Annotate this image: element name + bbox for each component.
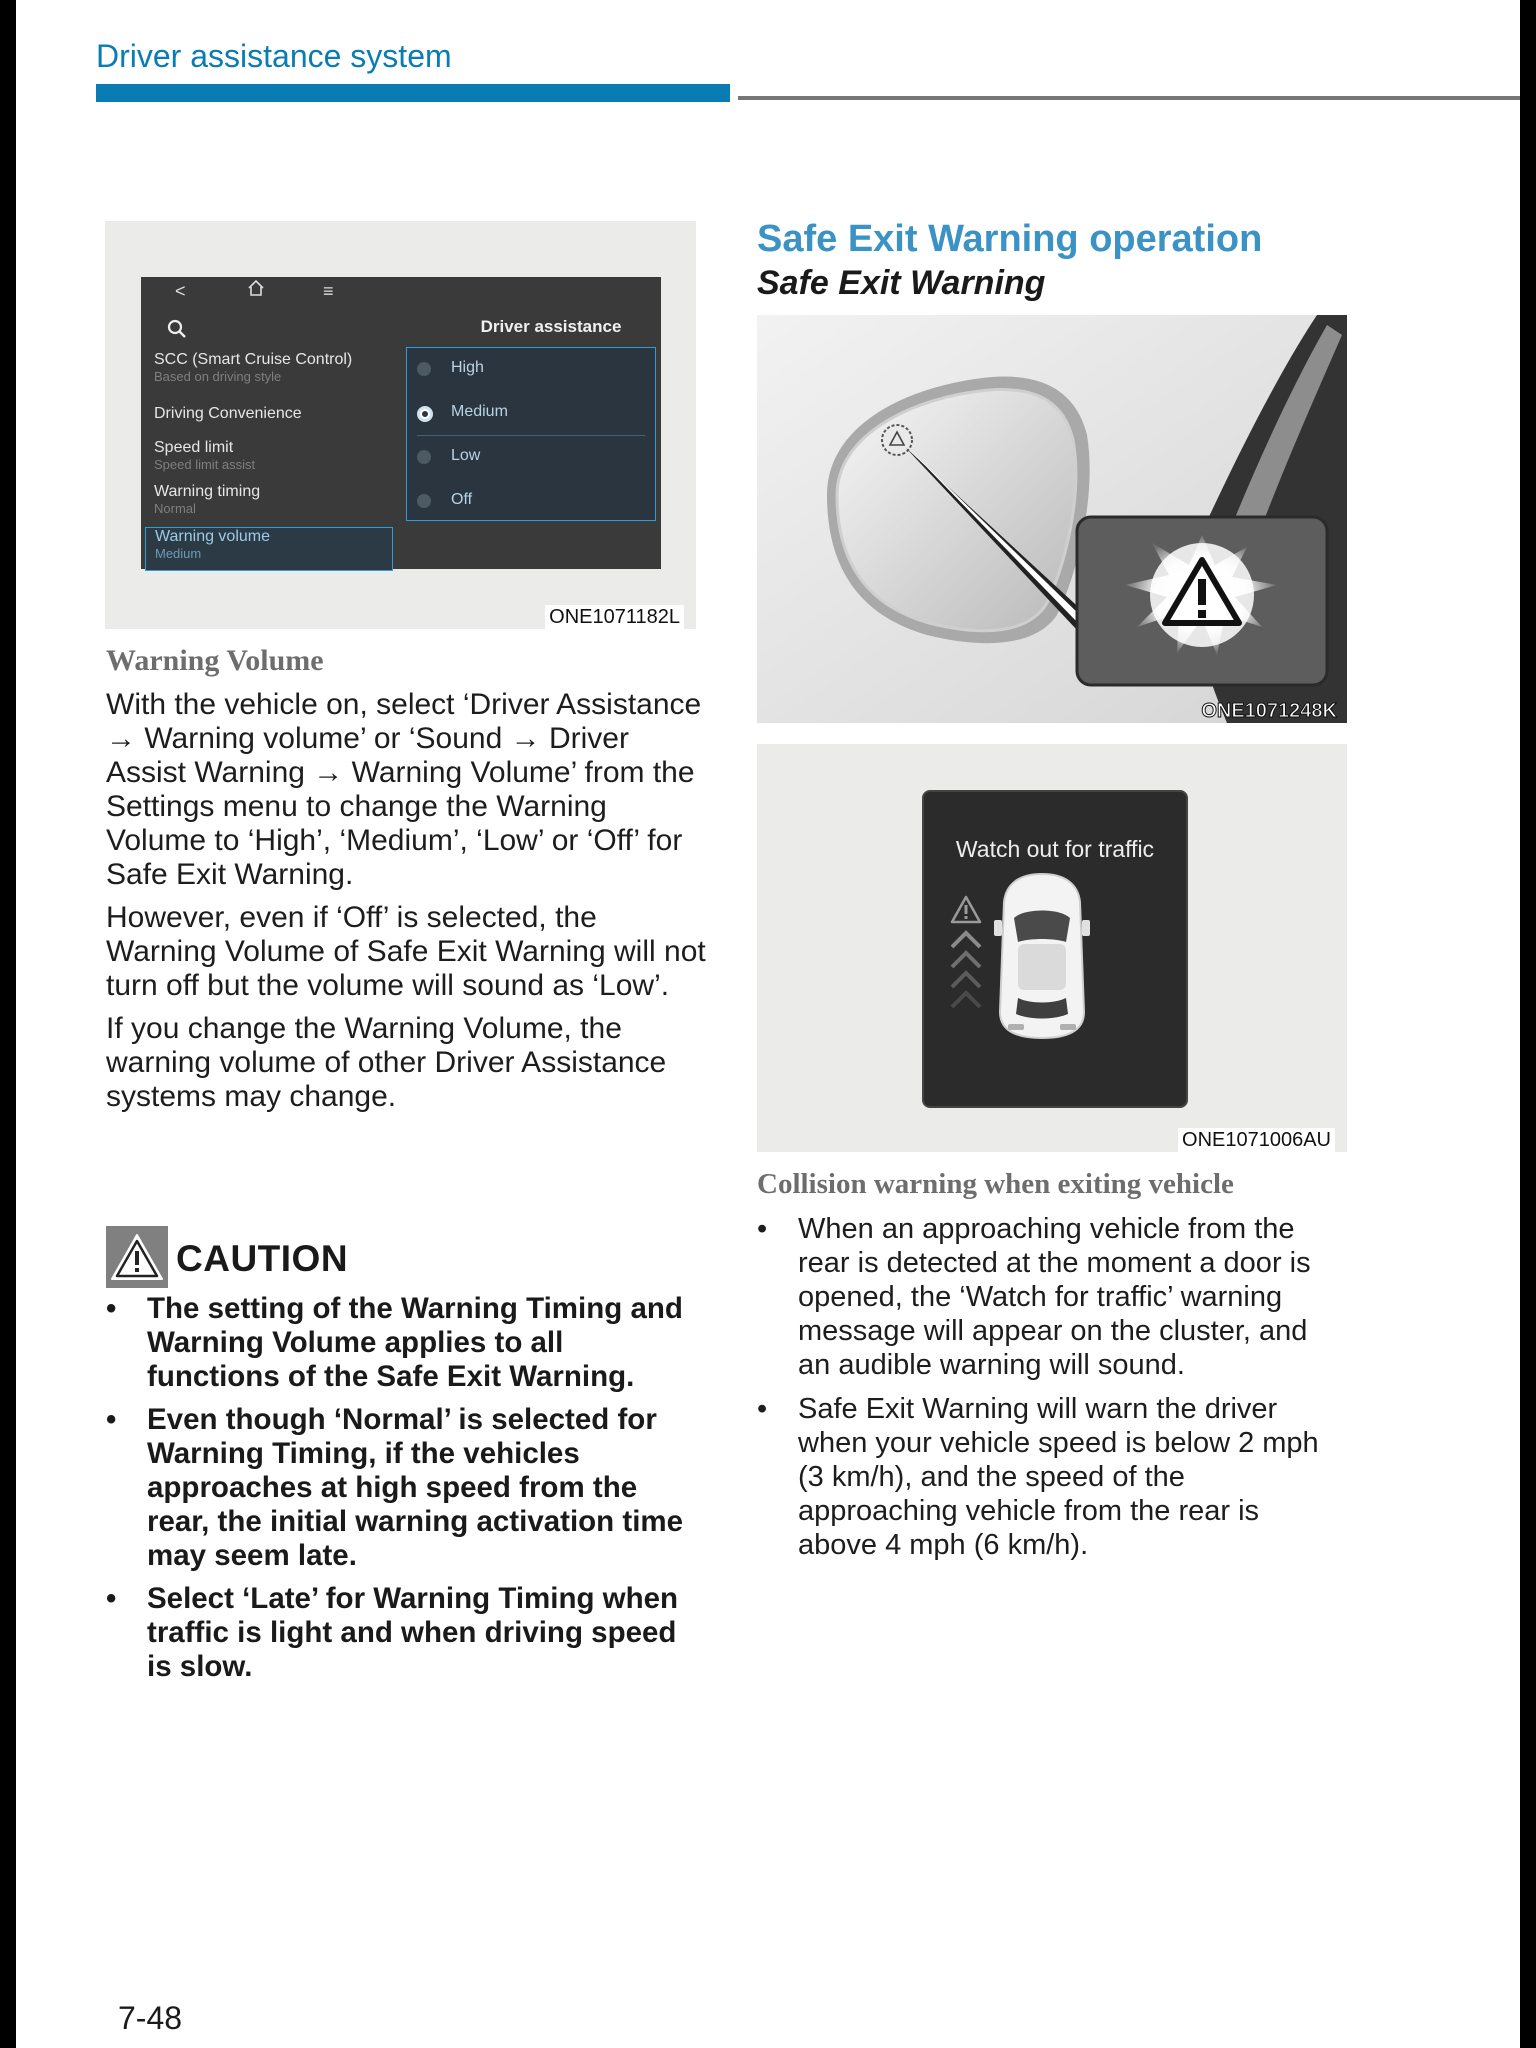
menu-item-driving-convenience[interactable] <box>154 405 394 423</box>
option-medium[interactable] <box>417 394 647 434</box>
option-low[interactable] <box>417 438 647 478</box>
figure-code: ONE1071248K <box>1201 700 1337 722</box>
back-icon[interactable]: < <box>175 281 186 301</box>
search-icon[interactable] <box>167 319 187 344</box>
page-number: 7-48 <box>118 2000 183 2036</box>
list-item: • When an approaching vehicle from the rear is detected at the moment a door is opened, the ‘Watch for traffic’ warning message will appear on the cluster, and an audible warning will sound. <box>757 1212 1337 1382</box>
home-icon[interactable] <box>247 279 265 302</box>
section-subtitle: Safe Exit Warning <box>757 264 1046 302</box>
header-title: Driver assistance system <box>96 38 452 74</box>
radio-icon <box>417 494 431 508</box>
collision-warning-list <box>757 1212 1337 1572</box>
paragraph: However, even if ‘Off’ is selected, the Warning Volume of Safe Exit Warning will not turn off but the volume will sound as ‘Low’. <box>106 901 706 1002</box>
option-label: Off <box>451 491 473 508</box>
menu-item-warning-volume[interactable] <box>145 527 393 571</box>
instrument-cluster <box>922 790 1188 1108</box>
list-item: • Even though ‘Normal’ is selected for Warning Timing, if the vehicles approaches at high speed from the rear, the initial warning activation time may seem late. <box>106 1403 702 1573</box>
header-rule <box>738 96 1520 100</box>
screen-nav-bar <box>141 277 391 309</box>
settings-screen <box>141 277 661 569</box>
radio-icon <box>417 450 431 464</box>
header-rule-accent <box>96 84 730 102</box>
warning-triangle-icon <box>106 1226 168 1288</box>
cluster-message: Watch out for traffic <box>955 836 1155 862</box>
paragraph: If you change the Warning Volume, the warning volume of other Driver Assistance systems may change. <box>106 1012 667 1113</box>
menu-item-sub: Based on driving style <box>154 369 282 384</box>
list-item: • Safe Exit Warning will warn the driver when your vehicle speed is below 2 mph (3 km/h), and the speed of the approaching vehicle from the rear is above 4 mph (6 km/h). <box>757 1392 1337 1562</box>
menu-item-sub: Speed limit assist <box>154 457 256 472</box>
menu-icon[interactable]: ≡ <box>323 281 334 301</box>
figure-code: ONE1071006AU <box>1178 1128 1335 1152</box>
radio-selected-icon <box>417 406 433 422</box>
option-divider <box>417 435 645 436</box>
menu-item-label: Speed limit <box>154 439 234 456</box>
menu-item-sub: Medium <box>155 546 202 561</box>
volume-options-panel <box>406 347 656 521</box>
page-edge-left <box>0 0 16 2048</box>
page-edge-right <box>1520 0 1536 2048</box>
screen-title: Driver assistance <box>480 317 622 336</box>
collision-warning-heading: Collision warning when exiting vehicle <box>757 1168 1234 1200</box>
option-off[interactable] <box>417 482 647 522</box>
settings-figure <box>105 221 696 629</box>
option-label: Medium <box>451 403 508 420</box>
list-item: • The setting of the Warning Timing and Warning Volume applies to all functions of the Safe Exit Warning. <box>106 1292 702 1394</box>
menu-item-scc[interactable] <box>154 351 394 384</box>
menu-item-warning-timing[interactable] <box>154 483 394 516</box>
cluster-figure <box>757 744 1347 1152</box>
menu-item-label: SCC (Smart Cruise Control) <box>154 351 353 368</box>
caution-label: CAUTION <box>176 1238 349 1279</box>
figure-code: ONE1071182L <box>545 605 684 629</box>
option-high[interactable] <box>417 350 647 390</box>
section-title: Safe Exit Warning operation <box>757 218 1263 260</box>
menu-item-label: Warning volume <box>155 528 271 545</box>
radio-icon <box>417 362 431 376</box>
warning-volume-heading: Warning Volume <box>106 644 324 677</box>
menu-item-sub: Normal <box>154 501 196 516</box>
car-top-view-icon <box>924 792 1186 1106</box>
option-label: Low <box>451 447 481 464</box>
paragraph: With the vehicle on, select ‘Driver Assistance → Warning volume’ or ‘Sound → Driver Assist Warning → Warning Volume’ from the Settings menu to change the Warning Volume to ‘High’, ‘Medium’, ‘Low’ or ‘Off’ for Safe Exit Warning. <box>106 688 702 891</box>
warning-volume-body <box>106 688 706 1123</box>
menu-item-label: Warning timing <box>154 483 261 500</box>
mirror-figure <box>757 315 1347 723</box>
option-label: High <box>451 359 484 376</box>
menu-item-speed-limit[interactable] <box>154 439 394 472</box>
caution-list <box>106 1292 702 1693</box>
menu-item-label: Driving Convenience <box>154 405 302 422</box>
list-item: • Select ‘Late’ for Warning Timing when traffic is light and when driving speed is slow. <box>106 1582 702 1684</box>
side-mirror-illustration <box>757 315 1347 723</box>
